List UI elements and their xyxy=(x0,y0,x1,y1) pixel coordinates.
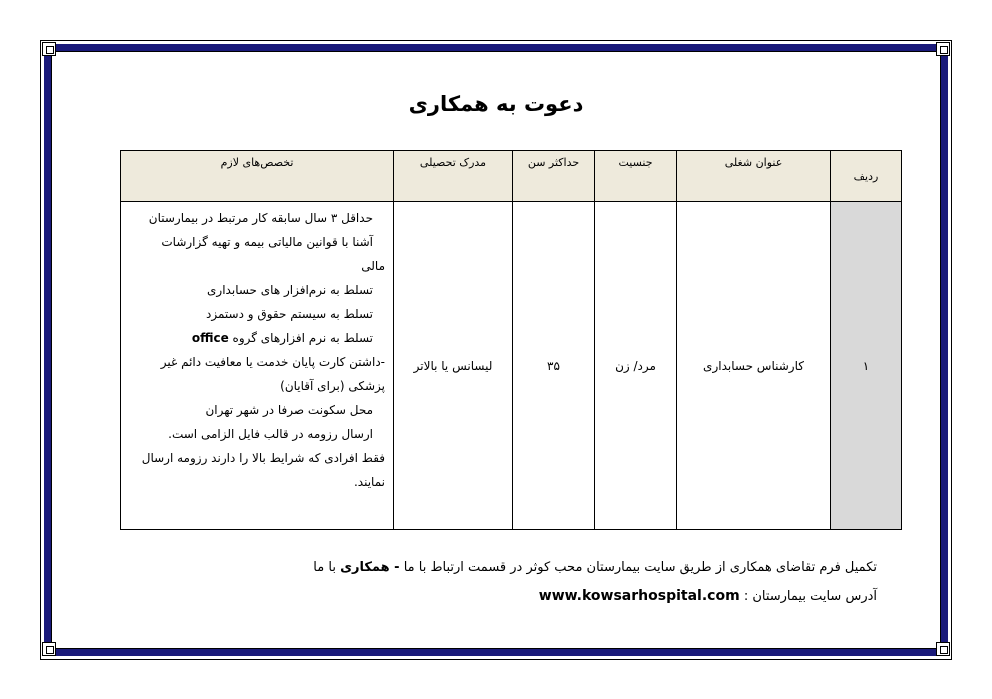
cell-row-number: ۱ xyxy=(831,202,902,530)
cell-degree: لیسانس یا بالاتر xyxy=(394,202,513,530)
header-max-age: حداکثر سن xyxy=(513,151,595,202)
header-degree: مدرک تحصیلی xyxy=(394,151,513,202)
requirement-text: تسلط به نرم افزارهای گروه xyxy=(232,331,373,345)
cell-max-age: ۳۵ xyxy=(513,202,595,530)
header-requirements: تخصص‌های لازم xyxy=(121,151,394,202)
corner-ornament xyxy=(936,42,950,56)
corner-ornament xyxy=(936,642,950,656)
table-header-row xyxy=(121,151,902,202)
requirement-item: ارسال رزومه در قالب فایل الزامی است. xyxy=(168,427,373,441)
website-link[interactable]: www.kowsarhospital.com xyxy=(538,588,740,604)
table-row xyxy=(121,202,902,530)
requirement-item-cont: نمایند. xyxy=(353,475,385,489)
footer-line1-end: با ما xyxy=(313,560,336,575)
requirement-item: تسلط به نرم‌افزار های حسابداری xyxy=(207,283,373,297)
requirement-item: تسلط به سیستم حقوق و دستمزد xyxy=(206,307,373,321)
requirement-item-cont: پزشکی (برای آقایان) xyxy=(280,379,385,393)
requirement-office: office xyxy=(191,331,229,345)
requirement-item: محل سکونت صرفا در شهر تهران xyxy=(205,403,373,417)
requirement-item: حداقل ۳ سال سابقه کار مرتبط در بیمارستان xyxy=(148,211,373,225)
header-row-number: ردیف xyxy=(831,151,902,202)
footer-website-line xyxy=(177,588,877,604)
footer-cooperation-link: - همکاری xyxy=(340,560,400,575)
requirement-item: -داشتن کارت پایان خدمت یا معافیت دائم غیر xyxy=(160,355,385,369)
footer-website-label: آدرس سایت بیمارستان : xyxy=(743,589,877,604)
page-title: دعوت به همکاری xyxy=(408,92,584,116)
cell-requirements xyxy=(121,202,394,530)
corner-ornament xyxy=(42,642,56,656)
footer-line1-text: تکمیل فرم تقاضای همکاری از طریق سایت بیمارستان محب کوثر در قسمت ارتباط با ما xyxy=(403,560,877,575)
header-job-title: عنوان شغلی xyxy=(677,151,831,202)
header-gender: جنسیت xyxy=(595,151,677,202)
requirement-item xyxy=(129,326,385,350)
job-table xyxy=(120,150,902,530)
cell-gender: مرد/ زن xyxy=(595,202,677,530)
cell-job-title: کارشناس حسابداری xyxy=(677,202,831,530)
requirement-item: آشنا با قوانین مالیاتی بیمه و تهیه گزارشات xyxy=(161,235,373,249)
requirement-item: فقط افرادی که شرایط بالا را دارند رزومه ارسال xyxy=(141,451,385,465)
corner-ornament xyxy=(42,42,56,56)
footer-instructions xyxy=(177,560,877,575)
requirement-item-cont: مالی xyxy=(361,259,385,273)
